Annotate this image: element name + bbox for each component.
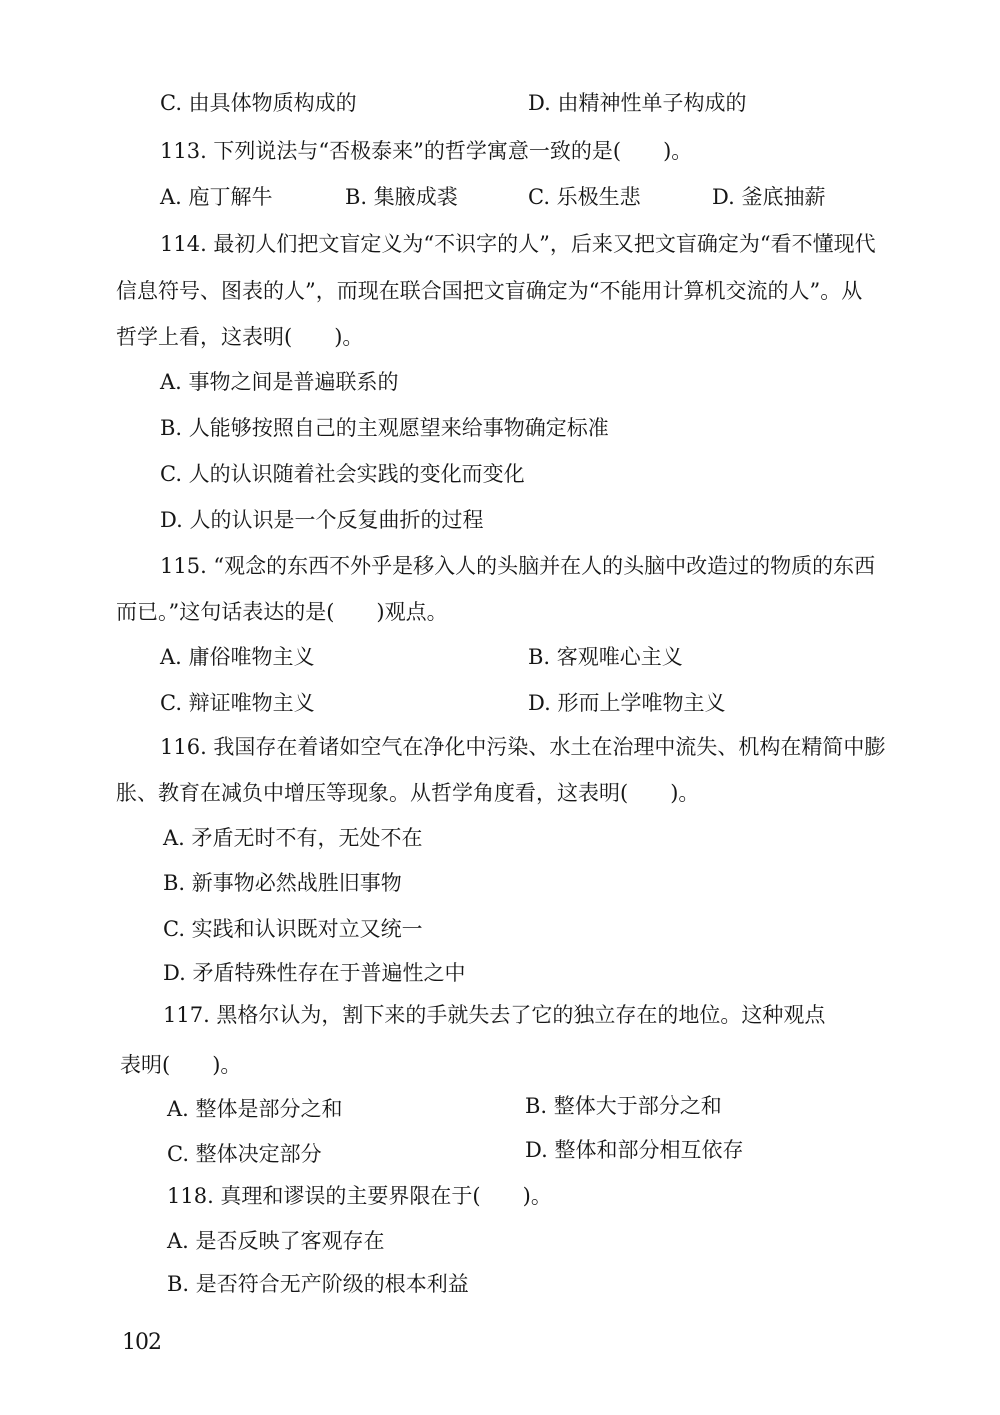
q114-option-c: C. 人的认识随着社会实践的变化而变化 — [160, 462, 525, 486]
page-number: 102 — [122, 1330, 161, 1355]
q112-option-c: C. 由具体物质构成的 — [160, 91, 357, 115]
q114-option-b: B. 人能够按照自己的主观愿望来给事物确定标准 — [160, 416, 609, 440]
q115-stem-line-1: 115. “观念的东西不外乎是移入人的头脑并在人的头脑中改造过的物质的东西 — [160, 554, 876, 578]
q113-option-b: B. 集腋成裘 — [345, 185, 458, 209]
q112-option-d: D. 由精神性单子构成的 — [528, 91, 747, 115]
q118-stem: 118. 真理和谬误的主要界限在于( )。 — [167, 1184, 552, 1208]
q117-option-d: D. 整体和部分相互依存 — [525, 1138, 744, 1162]
q117-option-c: C. 整体决定部分 — [167, 1142, 322, 1166]
q116-option-a: A. 矛盾无时不有，无处不在 — [163, 826, 423, 850]
q117-option-a: A. 整体是部分之和 — [167, 1097, 343, 1121]
q114-stem-line-1: 114. 最初人们把文盲定义为“不识字的人”，后来又把文盲确定为“看不懂现代 — [160, 232, 876, 256]
q115-stem-line-2: 而已。”这句话表达的是( )观点。 — [116, 600, 448, 624]
q115-option-b: B. 客观唯心主义 — [528, 645, 683, 669]
q113-stem: 113. 下列说法与“否极泰来”的哲学寓意一致的是( )。 — [160, 139, 693, 163]
q117-stem-line-1: 117. 黑格尔认为，割下来的手就失去了它的独立存在的地位。这种观点 — [163, 1003, 826, 1027]
q117-option-b: B. 整体大于部分之和 — [525, 1094, 722, 1118]
q116-option-d: D. 矛盾特殊性存在于普遍性之中 — [163, 961, 466, 985]
q118-option-b: B. 是否符合无产阶级的根本利益 — [167, 1272, 469, 1296]
q117-stem-line-2: 表明( )。 — [120, 1053, 242, 1077]
q116-option-b: B. 新事物必然战胜旧事物 — [163, 871, 402, 895]
q113-option-d: D. 釜底抽薪 — [712, 185, 826, 209]
q113-option-a: A. 庖丁解牛 — [160, 185, 273, 209]
q114-option-a: A. 事物之间是普遍联系的 — [160, 370, 399, 394]
q116-option-c: C. 实践和认识既对立又统一 — [163, 917, 423, 941]
q116-stem-line-1: 116. 我国存在着诸如空气在净化中污染、水土在治理中流失、机构在精简中膨 — [160, 735, 886, 759]
q115-option-a: A. 庸俗唯物主义 — [160, 645, 315, 669]
q115-option-d: D. 形而上学唯物主义 — [528, 691, 726, 715]
q118-option-a: A. 是否反映了客观存在 — [167, 1229, 385, 1253]
q115-option-c: C. 辩证唯物主义 — [160, 691, 315, 715]
q114-stem-line-2: 信息符号、图表的人”，而现在联合国把文盲确定为“不能用计算机交流的人”。从 — [116, 279, 863, 303]
q114-stem-line-3: 哲学上看，这表明( )。 — [116, 325, 364, 349]
q116-stem-line-2: 胀、教育在减负中增压等现象。从哲学角度看，这表明( )。 — [116, 781, 700, 805]
q114-option-d: D. 人的认识是一个反复曲折的过程 — [160, 508, 484, 532]
q113-option-c: C. 乐极生悲 — [528, 185, 641, 209]
